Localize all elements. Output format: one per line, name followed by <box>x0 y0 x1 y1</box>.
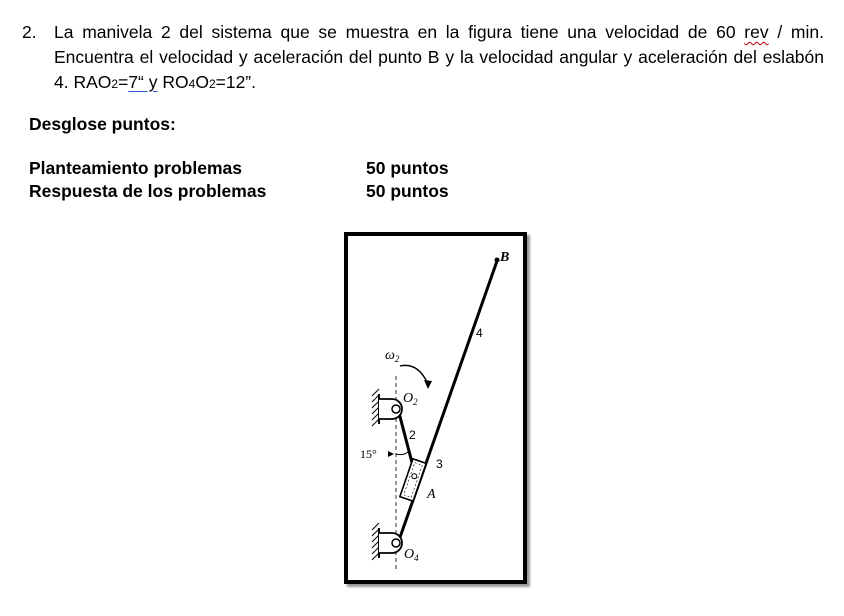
label-link-2: 2 <box>409 428 416 442</box>
label-a: A <box>427 487 436 502</box>
subscript: 2 <box>111 77 119 91</box>
breakdown-label: Planteamiento problemas <box>29 158 242 178</box>
pivot-o2 <box>372 389 402 426</box>
angle-arrowhead <box>388 451 394 457</box>
problem-line-3-ro: RO <box>157 72 189 92</box>
breakdown-points: 50 puntos <box>366 158 449 178</box>
problem-text <box>54 20 824 97</box>
mechanism-diagram <box>348 236 523 580</box>
problem-line-1-end: / <box>768 22 783 42</box>
problem-line-1 <box>54 22 782 42</box>
problem-line-3-text: aceleración del eslabón 4. RAO <box>54 47 824 92</box>
angle-arc <box>396 452 408 455</box>
underlined-value: 7“ y <box>128 72 158 92</box>
problem-line-3-end: =12”. <box>215 72 256 92</box>
pivot-o4 <box>372 523 402 560</box>
breakdown-row <box>29 181 489 202</box>
label-b: B <box>500 250 510 265</box>
label-link-4: 4 <box>476 326 483 340</box>
spellcheck-word: rev <box>744 22 769 42</box>
breakdown-points: 50 puntos <box>366 181 449 201</box>
breakdown-label: Respuesta de los problemas <box>29 181 267 201</box>
omega-arrow <box>400 365 428 384</box>
point-b <box>495 258 500 263</box>
subscript: 4 <box>188 77 196 91</box>
omega-arrowhead <box>424 380 432 389</box>
label-o2: $O_2$ <box>403 391 418 407</box>
subscript: 2 <box>208 77 216 91</box>
problem-line-2: min. Encuentra el velocidad y aceleración del punto B y la velocidad angular y <box>54 22 824 67</box>
problem-line-1-text: La manivela 2 del sistema que se muestra en la figura tiene una velocidad de 60 <box>54 22 745 42</box>
label-angle: 15° <box>360 447 377 461</box>
breakdown-row <box>29 158 489 179</box>
label-link-3: 3 <box>436 457 443 471</box>
breakdown-title: Desglose puntos: <box>29 114 176 134</box>
equals: = <box>118 72 129 92</box>
slider-block-3 <box>400 459 426 501</box>
mechanism-figure <box>344 232 527 584</box>
label-omega: $\omega_2$ <box>385 348 400 364</box>
problem-line-3-o: O <box>195 72 209 92</box>
problem-number: 2. <box>22 22 37 42</box>
label-o4: $O_4$ <box>404 547 419 563</box>
